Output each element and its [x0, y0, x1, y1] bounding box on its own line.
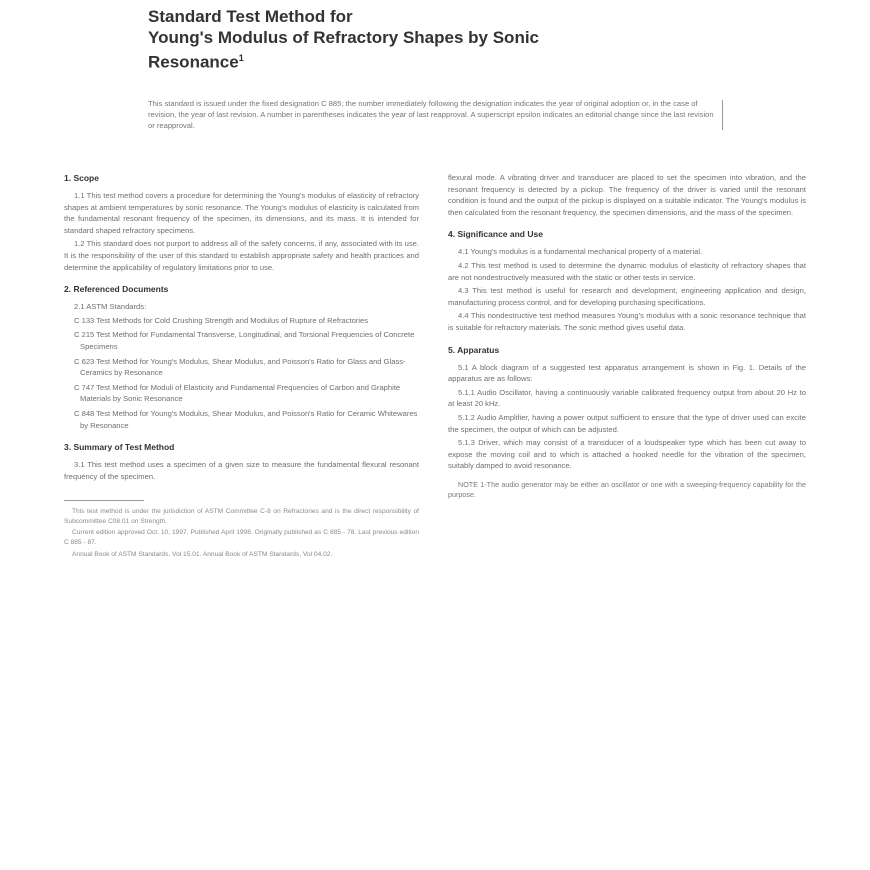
section-heading-referenced-documents: 2. Referenced Documents [64, 284, 169, 295]
paragraph-1-1: 1.1 This test method covers a procedure for determining the Young's modulus of elasticity of refractory shapes at ambient temperatures by sonic resonance. The Young's modulus of elasticity is calculated from the fundamental resonant frequency of the specimen, its dimensions, and its mass. It is intended for standard shaped refractory specimens. [64, 191, 419, 235]
paragraph-4-3: 4.3 This test method is useful for research and development, engineering application and design, manufacturing process control, and for developing purchasing specifications. [448, 286, 806, 307]
footnote: Current edition approved Oct. 10, 1997. Published April 1998. Originally published as C 885 - 78. Last previous edition C 885 - 87. [64, 529, 419, 547]
paragraph-5-1-3: 5.1.3 Driver, which may consist of a transducer of a loudspeaker type which has been cut away to expose the moving coil and to which is attached a hooked needle for the vibration of the specimen, suitably damped to avoid resonance. [448, 438, 806, 471]
paragraph-1-2: 1.2 This standard does not purport to address all of the safety concerns, if any, associated with its use. It is the responsibility of the user of this standard to establish appropriate safety and health practices and determine the applicability of regulatory limitations prior to use. [64, 239, 419, 272]
paragraph-4-4: 4.4 This nondestructive test method measures Young's modulus with a sonic resonance technique that is suitable for refractory materials. The sonic method gives useful data. [448, 311, 806, 332]
title-footnote-mark: 1 [238, 53, 244, 63]
designation-note: This standard is issued under the fixed designation C 885; the number immediately following the designation indicates the year of original adoption or, in the case of revision, the year of last revision. A number in parentheses indicates the year of last reapproval. A superscript epsilon indicates an editorial change since the last revision or reapproval. [148, 99, 714, 130]
note-1: NOTE 1-The audio generator may be either an oscillator or one with a sweeping-frequency capability for the purpose. [448, 479, 806, 500]
paragraph-5-1: 5.1 A block diagram of a suggested test apparatus arrangement is shown in Fig. 1. Details of the apparatus are as follows: [448, 362, 806, 384]
paragraph-3-1: 3.1 This test method uses a specimen of a given size to measure the fundamental flexural resonant frequency of the specimen. [64, 460, 419, 481]
footnote: This test method is under the jurisdiction of ASTM Committee C-8 on Refractories and is the direct responsibility of Subcommittee C08.01 on Strength. [64, 508, 419, 525]
paragraph-2-1: 2.1 ASTM Standards: [74, 302, 147, 312]
section-heading-significance: 4. Significance and Use [448, 229, 543, 240]
referenced-standard-item: C 215 Test Method for Fundamental Transverse, Longitudinal, and Torsional Frequencies of Concrete Specimens [74, 330, 415, 351]
section-heading-scope: 1. Scope [64, 173, 99, 183]
title-line-3-text: Resonance [148, 52, 239, 72]
left-column [64, 172, 419, 561]
footnote: Annual Book of ASTM Standards, Vol 15.01. Annual Book of ASTM Standards, Vol 04.02. [72, 550, 333, 558]
paragraph-4-1: 4.1 Young's modulus is a fundamental mechanical property of a material. [458, 247, 703, 257]
referenced-standard-item: C 747 Test Method for Moduli of Elasticity and Fundamental Frequencies of Carbon and Graphite Materials by Sonic Resonance [74, 382, 401, 404]
paragraph-3-1-continued: flexural mode. A vibrating driver and transducer are placed to set the specimen into vibration, and the resonant frequency is detected by a pickup. The frequency of the driver is varied until the resonant condition is found and the output of the pickup is displayed on a suitable indicator. The Young's modulus is then calculated from the resonant frequency, the specimen dimensions, and the mass of the specimen. [448, 173, 806, 217]
referenced-standard-item: C 848 Test Method for Young's Modulus, Shear Modulus, and Poisson's Ratio for Ceramic Whitewares by Resonance [74, 408, 418, 430]
referenced-standard-item: C 623 Test Method for Young's Modulus, Shear Modulus, and Poisson's Ratio for Glass and Glass-Ceramics by Resonance [74, 356, 406, 378]
section-heading-summary: 3. Summary of Test Method [64, 442, 175, 453]
title-line-2: Young's Modulus of Refractory Shapes by Sonic [148, 28, 539, 47]
section-heading-apparatus: 5. Apparatus [448, 344, 500, 355]
paragraph-5-1-1: 5.1.1 Audio Oscillator, having a continuously variable calibrated frequency output from about 20 Hz to at least 20 kHz. [448, 387, 806, 409]
referenced-standard-item: C 133 Test Methods for Cold Crushing Strength and Modulus of Rupture of Refractories [74, 315, 369, 325]
document-title [148, 6, 748, 73]
referenced-standards-list [64, 315, 419, 431]
change-bar [722, 100, 723, 130]
title-line-3 [148, 48, 748, 73]
title-line-1: Standard Test Method for [148, 7, 353, 26]
right-column [448, 172, 806, 501]
footnote-divider [64, 500, 144, 501]
paragraph-4-2: 4.2 This test method is used to determine the dynamic modulus of elasticity of refractory shapes that are not nondestructively measured with the static or other tests in service. [448, 260, 806, 282]
paragraph-5-1-2: 5.1.2 Audio Amplifier, having a power output sufficient to ensure that the type of driver used can excite the specimen, the output of which can be adjusted. [448, 412, 806, 434]
